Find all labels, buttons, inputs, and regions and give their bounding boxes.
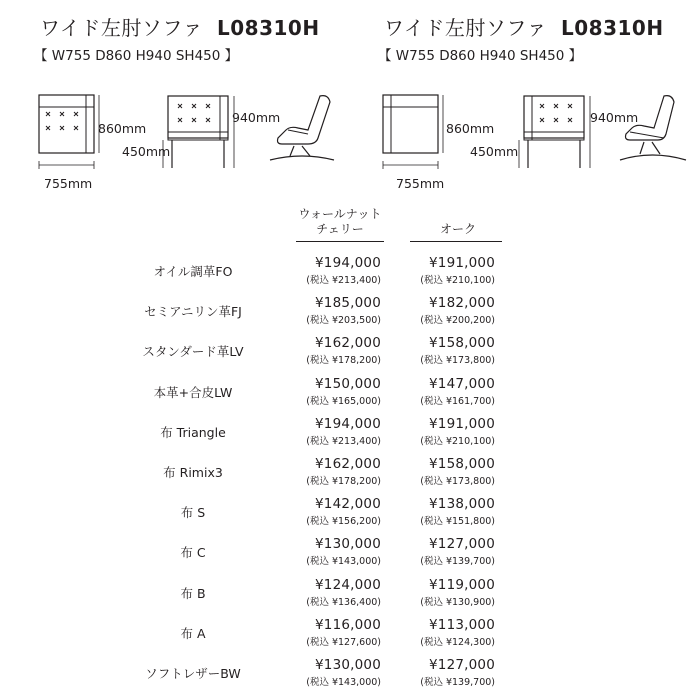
material-label: 布 Rimix3 (163, 465, 223, 480)
material-label: 布 A (180, 626, 206, 641)
tax-incl-oak: (税込 ¥173,800) (420, 355, 495, 366)
height-label: 940mm (590, 110, 639, 125)
tax-incl-oak: (税込 ¥124,300) (420, 637, 495, 648)
product-dimensions: 【 W755 D860 H940 SH450 】 (34, 48, 239, 64)
depth-label: 860mm (446, 121, 495, 136)
price-oak: ¥182,000 (428, 295, 495, 311)
product-title (40, 12, 320, 41)
column-header-line: ウォールナット (298, 207, 382, 221)
tax-incl-oak: (税込 ¥200,200) (420, 315, 495, 326)
column-header-oak (410, 222, 506, 237)
column-underline (410, 241, 502, 242)
tax-incl-walnut-cherry: (税込 ¥143,000) (306, 556, 381, 567)
tax-incl-walnut-cherry: (税込 ¥143,000) (306, 677, 381, 688)
material-label: 布 C (180, 545, 206, 560)
depth-label: 860mm (98, 121, 147, 136)
column-underline (296, 241, 384, 242)
price-oak: ¥191,000 (428, 255, 495, 271)
price-walnut-cherry: ¥116,000 (314, 617, 381, 633)
column-header-line: オーク (439, 222, 476, 236)
tax-incl-walnut-cherry: (税込 ¥213,400) (306, 436, 381, 447)
seat-height-label: 450mm (122, 144, 171, 159)
material-label: 布 Triangle (160, 425, 226, 440)
price-walnut-cherry: ¥130,000 (314, 536, 381, 552)
product-dimensions: 【 W755 D860 H940 SH450 】 (378, 48, 583, 64)
top-view-drawing (378, 90, 448, 176)
seat-height-label: 450mm (470, 144, 519, 159)
price-oak: ¥119,000 (428, 577, 495, 593)
price-oak: ¥158,000 (428, 335, 495, 351)
price-walnut-cherry: ¥162,000 (314, 456, 381, 472)
product-name: ワイド左肘ソファ (384, 16, 547, 40)
tax-incl-walnut-cherry: (税込 ¥165,000) (306, 396, 381, 407)
side-view-drawing (616, 90, 696, 176)
product-code: L08310H (561, 16, 664, 40)
material-label: セミアニリン革FJ (144, 304, 242, 319)
product-name: ワイド左肘ソファ (40, 16, 203, 40)
product-code: L08310H (217, 16, 320, 40)
price-oak: ¥147,000 (428, 376, 495, 392)
tax-incl-oak: (税込 ¥139,700) (420, 677, 495, 688)
price-oak: ¥127,000 (428, 536, 495, 552)
tax-incl-walnut-cherry: (税込 ¥213,400) (306, 275, 381, 286)
tax-incl-walnut-cherry: (税込 ¥156,200) (306, 516, 381, 527)
tax-incl-walnut-cherry: (税込 ¥178,200) (306, 476, 381, 487)
top-view-drawing (34, 90, 104, 176)
price-oak: ¥138,000 (428, 496, 495, 512)
side-view-drawing (262, 90, 342, 176)
material-label: オイル調革FO (153, 264, 233, 279)
front-view-drawing (516, 92, 596, 172)
price-oak: ¥191,000 (428, 416, 495, 432)
material-label: 本革+合皮LW (153, 385, 233, 400)
tax-incl-oak: (税込 ¥139,700) (420, 556, 495, 567)
price-walnut-cherry: ¥162,000 (314, 335, 381, 351)
price-walnut-cherry: ¥194,000 (314, 255, 381, 271)
material-label: 布 B (180, 586, 206, 601)
tax-incl-walnut-cherry: (税込 ¥136,400) (306, 597, 381, 608)
material-label: スタンダード革LV (142, 344, 244, 359)
product-title (384, 12, 664, 41)
material-label: ソフトレザーBW (145, 666, 241, 681)
price-walnut-cherry: ¥142,000 (314, 496, 381, 512)
width-label: 755mm (44, 176, 93, 191)
tax-incl-oak: (税込 ¥130,900) (420, 597, 495, 608)
front-view-drawing (160, 92, 240, 172)
width-label: 755mm (396, 176, 445, 191)
price-oak: ¥127,000 (428, 657, 495, 673)
tax-incl-walnut-cherry: (税込 ¥203,500) (306, 315, 381, 326)
tax-incl-oak: (税込 ¥210,100) (420, 436, 495, 447)
tax-incl-walnut-cherry: (税込 ¥178,200) (306, 355, 381, 366)
price-oak: ¥158,000 (428, 456, 495, 472)
tax-incl-oak: (税込 ¥210,100) (420, 275, 495, 286)
price-walnut-cherry: ¥194,000 (314, 416, 381, 432)
column-header-line: チェリー (316, 222, 364, 236)
price-oak: ¥113,000 (428, 617, 495, 633)
price-walnut-cherry: ¥124,000 (314, 577, 381, 593)
tax-incl-oak: (税込 ¥173,800) (420, 476, 495, 487)
material-label: 布 S (180, 505, 206, 520)
price-walnut-cherry: ¥130,000 (314, 657, 381, 673)
tax-incl-oak: (税込 ¥151,800) (420, 516, 495, 527)
price-walnut-cherry: ¥150,000 (314, 376, 381, 392)
tax-incl-oak: (税込 ¥161,700) (420, 396, 495, 407)
height-label: 940mm (232, 110, 281, 125)
tax-incl-walnut-cherry: (税込 ¥127,600) (306, 637, 381, 648)
column-header-walnut-cherry (290, 207, 390, 237)
price-walnut-cherry: ¥185,000 (314, 295, 381, 311)
